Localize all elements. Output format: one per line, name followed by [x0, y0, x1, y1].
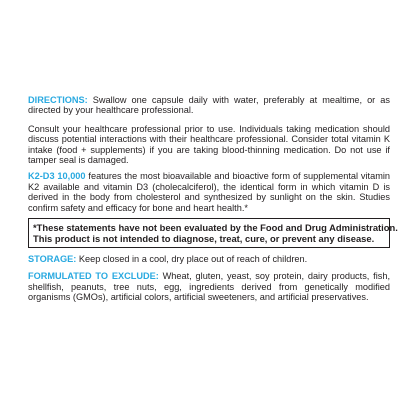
directions-text: Swallow one capsule daily with water, preferably at mealtime, or as directed by your healthcare professional.: [28, 95, 390, 116]
directions-heading: DIRECTIONS:: [28, 95, 88, 105]
storage-text: Keep closed in a cool, dry place out of reach of children.: [76, 254, 308, 265]
fda-disclaimer-box: [28, 218, 398, 248]
exclude-heading: FORMULATED TO EXCLUDE:: [28, 271, 159, 282]
k2d3-paragraph: [28, 171, 390, 213]
disclaimer-line-2: This product is not intended to diagnose, treat, cure, or prevent any disease.: [33, 233, 375, 245]
disclaimer-line-1: *These statements have not been evaluated by the Food and Drug Administration.: [33, 222, 398, 234]
consult-paragraph: Consult your healthcare professional prior to use. Individuals taking medication should discuss potential interactions with their healthcare professional. Consider total vitamin K intake (food + supplements) if you are taking blood-thinning medication. Do not use if tamper seal is damaged.: [28, 123, 390, 166]
k2d3-text: features the most bioavailable and bioactive form of supplemental vitamin K2 available and vitamin D3 (cholecalciferol), the identical form in which vitamin D is derived in the body from cholesterol and synthesized by sunlight on the skin. Studies confirm safety and efficacy for bone and heart health.*: [28, 171, 391, 213]
exclude-paragraph: [28, 271, 390, 302]
storage-paragraph: [28, 254, 390, 264]
k2d3-heading: K2-D3 10,000: [28, 171, 86, 182]
directions-paragraph: [28, 95, 390, 116]
supplement-label-panel: [28, 95, 398, 303]
exclude-text: Wheat, gluten, yeast, soy protein, dairy products, fish, shellfish, peanuts, tree nuts, egg, ingredients derived from genetically modified organisms (GMOs), artificial colors, artificial sweeteners, and artificial preservatives.: [28, 271, 391, 303]
storage-heading: STORAGE:: [28, 254, 77, 265]
